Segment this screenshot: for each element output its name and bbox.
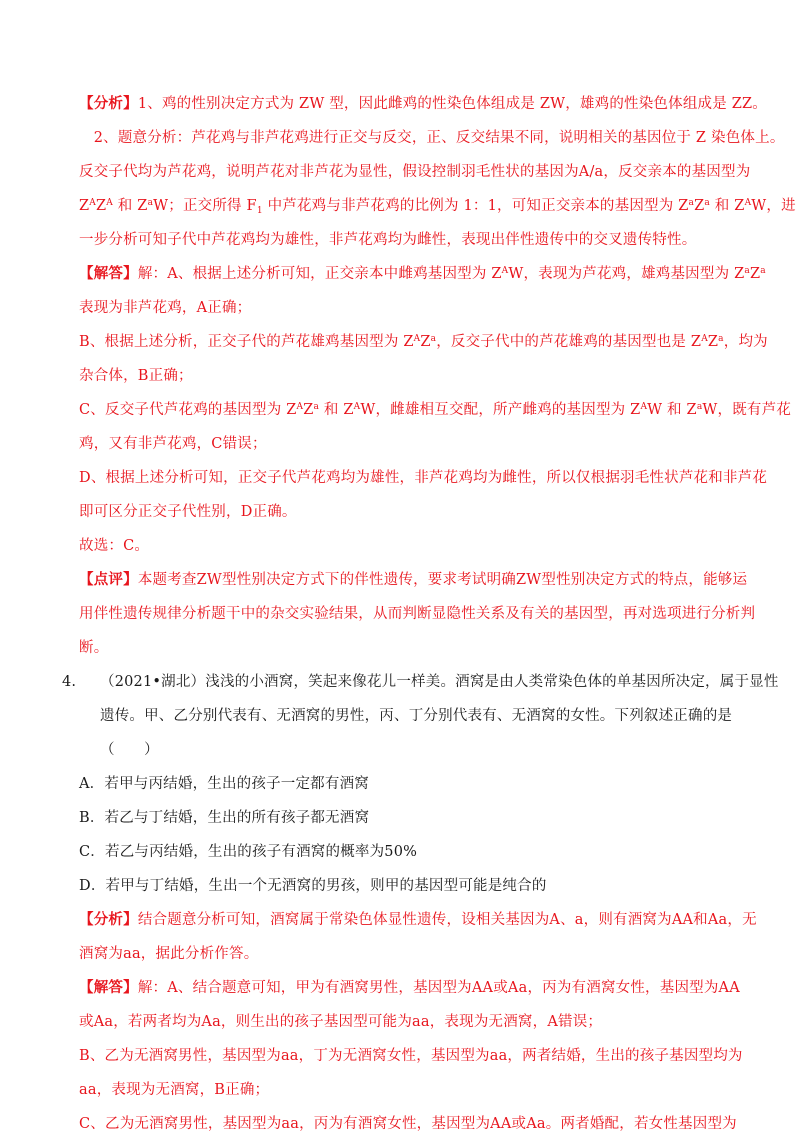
option-c: C．若乙与丙结婚，生出的孩子有酒窝的概率为50% [79, 844, 418, 860]
question4-blank: （ ） [100, 742, 159, 758]
analysis1-line2: 2、题意分析：芦花鸡与非芦花鸡进行正交与反交，正、反交结果不同，说明相关的基因位于 Z 染色体上。 [79, 130, 785, 146]
question-number: 4. [62, 674, 77, 690]
answer1-line2: 表现为非芦花鸡，A正确； [79, 300, 252, 316]
answer1-line3: B、根据上述分析，正交子代的芦花雄鸡基因型为 $Z^AZ^a$，反交子代中的芦花雄鸡的基因型也是 $Z^AZ^a$，均为 [79, 334, 768, 350]
answer2-line2: 或Aa，若两者均为Aa，则生出的孩子基因型可能为aa，表现为无酒窝，A错误； [79, 1014, 603, 1030]
answer2-line1: 【解答】解：A、结合题意可知，甲为有酒窝男性，基因型为AA或Aa，丙为有酒窝女性，基因型为AA [79, 979, 740, 996]
answer2-line5: C、乙为无酒窝男性，基因型为aa，丙为有酒窝女性，基因型为AA或Aa。两者婚配，若女性基因型为 [79, 1116, 737, 1132]
answer1-line5: C、反交子代芦花鸡的基因型为 $Z^AZ^a$ 和 $Z^AW$，雌雄相互交配，所产雌鸡的基因型为 $Z^AW$ 和 $Z^aW$，既有芦花 [79, 402, 792, 418]
answer-tag: 【解答】 [79, 265, 138, 282]
analysis2-line2: 酒窝为aa，据此分析作答。 [79, 946, 259, 962]
answer2-line3: B、乙为无酒窝男性，基因型为aa，丁为无酒窝女性，基因型为aa，两者结婚，生出的孩子基因型均为 [79, 1048, 743, 1064]
analysis1-line5: 一步分析可知子代中芦花鸡均为雄性，非芦花鸡均为雌性，表现出伴性遗传中的交叉遗传特性。 [79, 232, 697, 248]
answer1-line6: 鸡，又有非芦花鸡，C错误； [79, 436, 267, 452]
answer1-line9: 故选：C。 [79, 538, 150, 554]
option-d: D．若甲与丁结婚，生出一个无酒窝的男孩，则甲的基因型可能是纯合的 [79, 878, 547, 894]
answer2-line4: aa，表现为无酒窝，B正确； [79, 1082, 270, 1098]
option-a: A．若甲与丙结婚，生出的孩子一定都有酒窝 [79, 776, 369, 792]
analysis1-line4: $Z^AZ^A$ 和 $Z^aW$；正交所得 $F_1$ 中芦花鸡与非芦花鸡的比例为 1：1，可知正交亲本的基因型为 $Z^aZ^a$ 和 $Z^AW$，进 [79, 198, 796, 216]
option-b: B．若乙与丁结婚，生出的所有孩子都无酒窝 [79, 810, 370, 826]
analysis-tag: 【分析】 [79, 95, 138, 112]
analysis2-line1: 【分析】结合题意分析可知，酒窝属于常染色体显性遗传，设相关基因为A、a，则有酒窝为AA和Aa，无 [79, 911, 757, 928]
comment1-line2: 用伴性遗传规律分析题干中的杂交实验结果，从而判断显隐性关系及有关的基因型，再对选项进行分析判 [79, 606, 756, 622]
comment1-line1: 【点评】本题考查ZW型性别决定方式下的伴性遗传，要求考试明确ZW型性别决定方式的特点，能够运 [79, 571, 748, 588]
comment1-line3: 断。 [79, 640, 109, 656]
answer1-line8: 即可区分正交子代性别，D正确。 [79, 504, 297, 520]
answer1-line1: 【解答】解：A、根据上述分析可知，正交亲本中雌鸡基因型为 $Z^AW$，表现为芦花鸡，雄鸡基因型为 $Z^aZ^a$ [79, 265, 766, 282]
comment-tag: 【点评】 [79, 571, 138, 588]
analysis1-line3: 反交子代均为芦花鸡，说明芦花对非芦花为显性，假设控制羽毛性状的基因为A/a，反交亲本的基因型为 [79, 164, 751, 180]
answer-tag: 【解答】 [79, 979, 138, 996]
analysis-tag: 【分析】 [79, 911, 138, 928]
document-page: 【分析】1、鸡的性别决定方式为 ZW 型，因此雌鸡的性染色体组成是 ZW，雄鸡的性染色体组成是 ZZ。 2、题意分析：芦花鸡与非芦花鸡进行正交与反交，正、反交结果不同，说明相关的基因位于 Z 染色体上。 反交子代均为芦花鸡，说明芦花对非芦花为显性，假设控制羽毛性状的基因为A/a，反交亲本的基因型为 $Z^AZ^A$ 和 $Z^aW$；正交所得 $F_1$ 中芦花鸡与非芦花鸡的比例为 1：1，可知正交亲本的基因型为 $Z^aZ^a$ 和 $Z^AW$，进 一步分析可知子代中芦花鸡均为雄性，非芦花鸡均为雌性，表现出伴性遗传中的交叉遗传特性。 【解答】解：A、根据上述分析可知，正交亲本中雌鸡基因型为 $Z^AW$，表现为芦花鸡，雄鸡基因型为 $Z^aZ^a$ 表现为非芦花鸡，A正确； B、根据上述分析，正交子代的芦花雄鸡基因型为 $Z^AZ^a$，反交子代中的芦花雄鸡的基因型也是 $Z^AZ^a$，均为 杂合体，B正确； C、反交子代芦花鸡的基因型为 $Z^AZ^a$ 和 $Z^AW$，雌雄相互交配，所产雌鸡的基因型为 $Z^AW$ 和 $Z^aW$，既有芦花 鸡，又有非芦花鸡，C错误； D、根据上述分析可知，正交子代芦花鸡均为雄性，非芦花鸡均为雌性，所以仅根据羽毛性状芦花和非芦花 即可区分正交子代性别，D正确。 故选：C。 【点评】本题考查ZW型性别决定方式下的伴性遗传，要求考试明确ZW型性别决定方式的特点，能够运 用伴性遗传规律分析题干中的杂交实验结果，从而判断显隐性关系及有关的基因型，再对选项进行分析判 断。 4. （2021•湖北）浅浅的小酒窝，笑起来像花儿一样美。酒窝是由人类常染色体的单基因所决定，属于显性 遗传。甲、乙分别代表有、无酒窝的男性，丙、丁分别代表有、无酒窝的女性。下列叙述正确的是 （ ） A．若甲与丙结婚，生出的孩子一定都有酒窝 B．若乙与丁结婚，生出的所有孩子都无酒窝 C．若乙与丙结婚，生出的孩子有酒窝的概率为50% D．若甲与丁结婚，生出一个无酒窝的男孩，则甲的基因型可能是纯合的 【分析】结合题意分析可知，酒窝属于常染色体显性遗传，设相关基因为A、a，则有酒窝为AA和Aa，无 酒窝为aa，据此分析作答。 【解答】解：A、结合题意可知，甲为有酒窝男性，基因型为AA或Aa，丙为有酒窝女性，基因型为AA 或Aa，若两者均为Aa，则生出的孩子基因型可能为aa，表现为无酒窝，A错误； B、乙为无酒窝男性，基因型为aa，丁为无酒窝女性，基因型为aa，两者结婚，生出的孩子基因型均为 aa，表现为无酒窝，B正确； C、乙为无酒窝男性，基因型为aa，丙为有酒窝女性，基因型为AA或Aa。两者婚配，若女性基因型为 [0, 0, 800, 1132]
answer1-line7: D、根据上述分析可知，正交子代芦花鸡均为雄性，非芦花鸡均为雌性，所以仅根据羽毛性状芦花和非芦花 [79, 470, 768, 486]
question4-line2: 遗传。甲、乙分别代表有、无酒窝的男性，丙、丁分别代表有、无酒窝的女性。下列叙述正确的是 [100, 708, 733, 724]
analysis1-line1: 【分析】1、鸡的性别决定方式为 ZW 型，因此雌鸡的性染色体组成是 ZW，雄鸡的性染色体组成是 ZZ。 [79, 95, 767, 112]
answer1-line4: 杂合体，B正确； [79, 368, 193, 384]
